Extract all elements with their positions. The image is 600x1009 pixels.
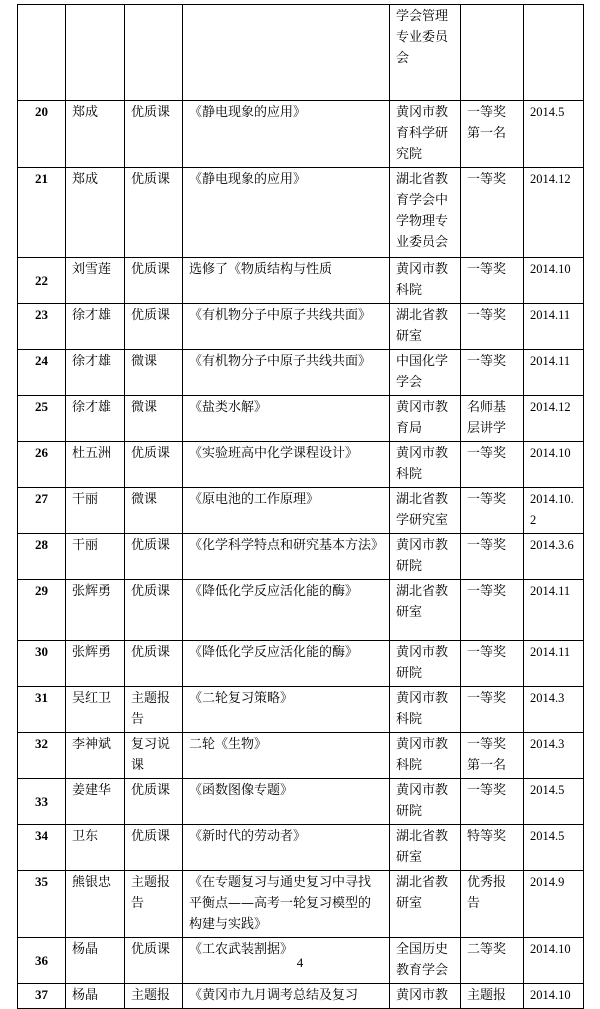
cell-type: 优质课 [125,534,183,580]
table-row [18,641,584,687]
cell-org: 黄冈市教科院 [390,442,461,488]
cell-date: 2014.10 [524,938,584,984]
cell-type: 主题报告 [125,687,183,733]
cell-title: 《在专题复习与通史复习中寻找平衡点——高考一轮复习模型的构建与实践》 [183,871,390,938]
cell-no: 36 [18,938,66,984]
page-number: 4 [296,955,304,970]
cell-title [183,5,390,101]
cell-org: 全国历史教育学会 [390,938,461,984]
cell-name: 杜五洲 [66,442,125,488]
table-row [18,871,584,938]
table-row [18,488,584,534]
cell-name: 卫东 [66,825,125,871]
cell-no: 33 [18,779,66,825]
cell-name: 张辉勇 [66,641,125,687]
cell-org: 学会管理专业委员会 [390,5,461,101]
cell-name: 张辉勇 [66,580,125,641]
cell-name: 郑成 [66,101,125,168]
cell-no: 35 [18,871,66,938]
cell-prize: 一等奖 [461,641,524,687]
table-row [18,258,584,304]
cell-org: 黄冈市教科院 [390,687,461,733]
cell-prize: 二等奖 [461,938,524,984]
cell-prize: 一等奖 [461,350,524,396]
cell-prize: 一等奖第一名 [461,733,524,779]
cell-date: 2014.3 [524,733,584,779]
cell-title: 二轮《生物》 [183,733,390,779]
cell-title: 《静电现象的应用》 [183,168,390,258]
cell-date: 2014.5 [524,825,584,871]
cell-type: 微课 [125,488,183,534]
cell-date: 2014.5 [524,779,584,825]
cell-type: 优质课 [125,641,183,687]
cell-date: 2014.10 [524,258,584,304]
cell-name: 杨晶 [66,984,125,1009]
cell-type [125,5,183,101]
cell-no: 29 [18,580,66,641]
cell-org: 湖北省教研室 [390,580,461,641]
cell-no: 21 [18,168,66,258]
cell-date: 2014.11 [524,350,584,396]
cell-date: 2014.11 [524,580,584,641]
cell-no: 32 [18,733,66,779]
cell-type: 微课 [125,396,183,442]
cell-title: 《化学科学特点和研究基本方法》 [183,534,390,580]
cell-no: 23 [18,304,66,350]
table-row [18,350,584,396]
table-row [18,442,584,488]
table-row [18,733,584,779]
cell-prize: 名师基层讲学 [461,396,524,442]
cell-org: 黄冈市教科院 [390,733,461,779]
cell-name: 杨晶 [66,938,125,984]
cell-type: 优质课 [125,101,183,168]
cell-title: 《有机物分子中原子共线共面》 [183,304,390,350]
cell-prize: 一等奖 [461,534,524,580]
cell-org: 黄冈市教研院 [390,779,461,825]
cell-date: 2014.10 [524,442,584,488]
cell-name: 郑成 [66,168,125,258]
cell-org: 中国化学学会 [390,350,461,396]
cell-type: 优质课 [125,304,183,350]
cell-type: 优质课 [125,580,183,641]
cell-prize: 一等奖 [461,779,524,825]
cell-org: 湖北省教学研究室 [390,488,461,534]
cell-date: 2014.9 [524,871,584,938]
cell-prize: 一等奖第一名 [461,101,524,168]
table-row [18,304,584,350]
cell-no: 31 [18,687,66,733]
cell-title: 《有机物分子中原子共线共面》 [183,350,390,396]
awards-table [17,4,584,1009]
cell-no: 37 [18,984,66,1009]
table-row [18,984,584,1009]
cell-prize: 一等奖 [461,258,524,304]
cell-type: 优质课 [125,258,183,304]
cell-date: 2014.12 [524,396,584,442]
table-row [18,5,584,101]
cell-org: 湖北省教研室 [390,304,461,350]
cell-title: 《原电池的工作原理》 [183,488,390,534]
cell-title: 《新时代的劳动者》 [183,825,390,871]
cell-date: 2014.11 [524,641,584,687]
cell-prize: 主题报 [461,984,524,1009]
cell-title: 选修了《物质结构与性质 [183,258,390,304]
cell-org: 黄冈市教研院 [390,641,461,687]
cell-type: 优质课 [125,779,183,825]
cell-org: 黄冈市教研院 [390,534,461,580]
cell-type: 优质课 [125,442,183,488]
cell-title: 《黄冈市九月调考总结及复习 [183,984,390,1009]
cell-type: 主题报告 [125,871,183,938]
cell-org: 湖北省教育学会中学物理专业委员会 [390,168,461,258]
cell-org: 黄冈市教 [390,984,461,1009]
cell-type: 微课 [125,350,183,396]
cell-type: 优质课 [125,168,183,258]
cell-org: 黄冈市教科院 [390,258,461,304]
table-row [18,534,584,580]
cell-title: 《函数图像专题》 [183,779,390,825]
cell-name: 干丽 [66,488,125,534]
cell-type: 优质课 [125,825,183,871]
cell-date: 2014.3 [524,687,584,733]
cell-name: 干丽 [66,534,125,580]
table-row [18,825,584,871]
cell-no: 30 [18,641,66,687]
cell-prize: 一等奖 [461,687,524,733]
cell-no [18,5,66,101]
table-row [18,779,584,825]
cell-name: 李神斌 [66,733,125,779]
cell-no: 20 [18,101,66,168]
cell-prize: 一等奖 [461,442,524,488]
cell-org: 黄冈市教育科学研究院 [390,101,461,168]
cell-no: 28 [18,534,66,580]
cell-name [66,5,125,101]
cell-date: 2014.12 [524,168,584,258]
cell-date: 2014.10.2 [524,488,584,534]
cell-type: 复习说课 [125,733,183,779]
cell-name: 徐才雄 [66,304,125,350]
cell-name: 熊银忠 [66,871,125,938]
cell-type: 优质课 [125,938,183,984]
cell-prize [461,5,524,101]
table-row [18,101,584,168]
table-row [18,168,584,258]
cell-title: 《盐类水解》 [183,396,390,442]
cell-org: 黄冈市教育局 [390,396,461,442]
cell-no: 25 [18,396,66,442]
cell-name: 徐才雄 [66,350,125,396]
cell-prize: 优秀报告 [461,871,524,938]
cell-prize: 特等奖 [461,825,524,871]
cell-name: 刘雪莲 [66,258,125,304]
cell-date: 2014.10 [524,984,584,1009]
cell-name: 姜建华 [66,779,125,825]
cell-date [524,5,584,101]
cell-title: 《降低化学反应活化能的酶》 [183,641,390,687]
cell-title: 《实验班高中化学课程设计》 [183,442,390,488]
cell-date: 2014.5 [524,101,584,168]
cell-name: 徐才雄 [66,396,125,442]
cell-org: 湖北省教研室 [390,825,461,871]
cell-prize: 一等奖 [461,168,524,258]
table-row [18,687,584,733]
cell-no: 24 [18,350,66,396]
cell-title: 《工农武装割据》 [183,938,390,984]
cell-title: 《降低化学反应活化能的酶》 [183,580,390,641]
awards-table-body [18,5,584,1009]
cell-prize: 一等奖 [461,488,524,534]
cell-title: 《二轮复习策略》 [183,687,390,733]
cell-prize: 一等奖 [461,304,524,350]
cell-date: 2014.3.6 [524,534,584,580]
cell-no: 26 [18,442,66,488]
cell-name: 吴红卫 [66,687,125,733]
cell-no: 27 [18,488,66,534]
table-row [18,580,584,641]
cell-no: 34 [18,825,66,871]
cell-type: 主题报 [125,984,183,1009]
cell-prize: 一等奖 [461,580,524,641]
cell-date: 2014.11 [524,304,584,350]
cell-org: 湖北省教研室 [390,871,461,938]
table-row [18,396,584,442]
cell-no: 22 [18,258,66,304]
cell-title: 《静电现象的应用》 [183,101,390,168]
